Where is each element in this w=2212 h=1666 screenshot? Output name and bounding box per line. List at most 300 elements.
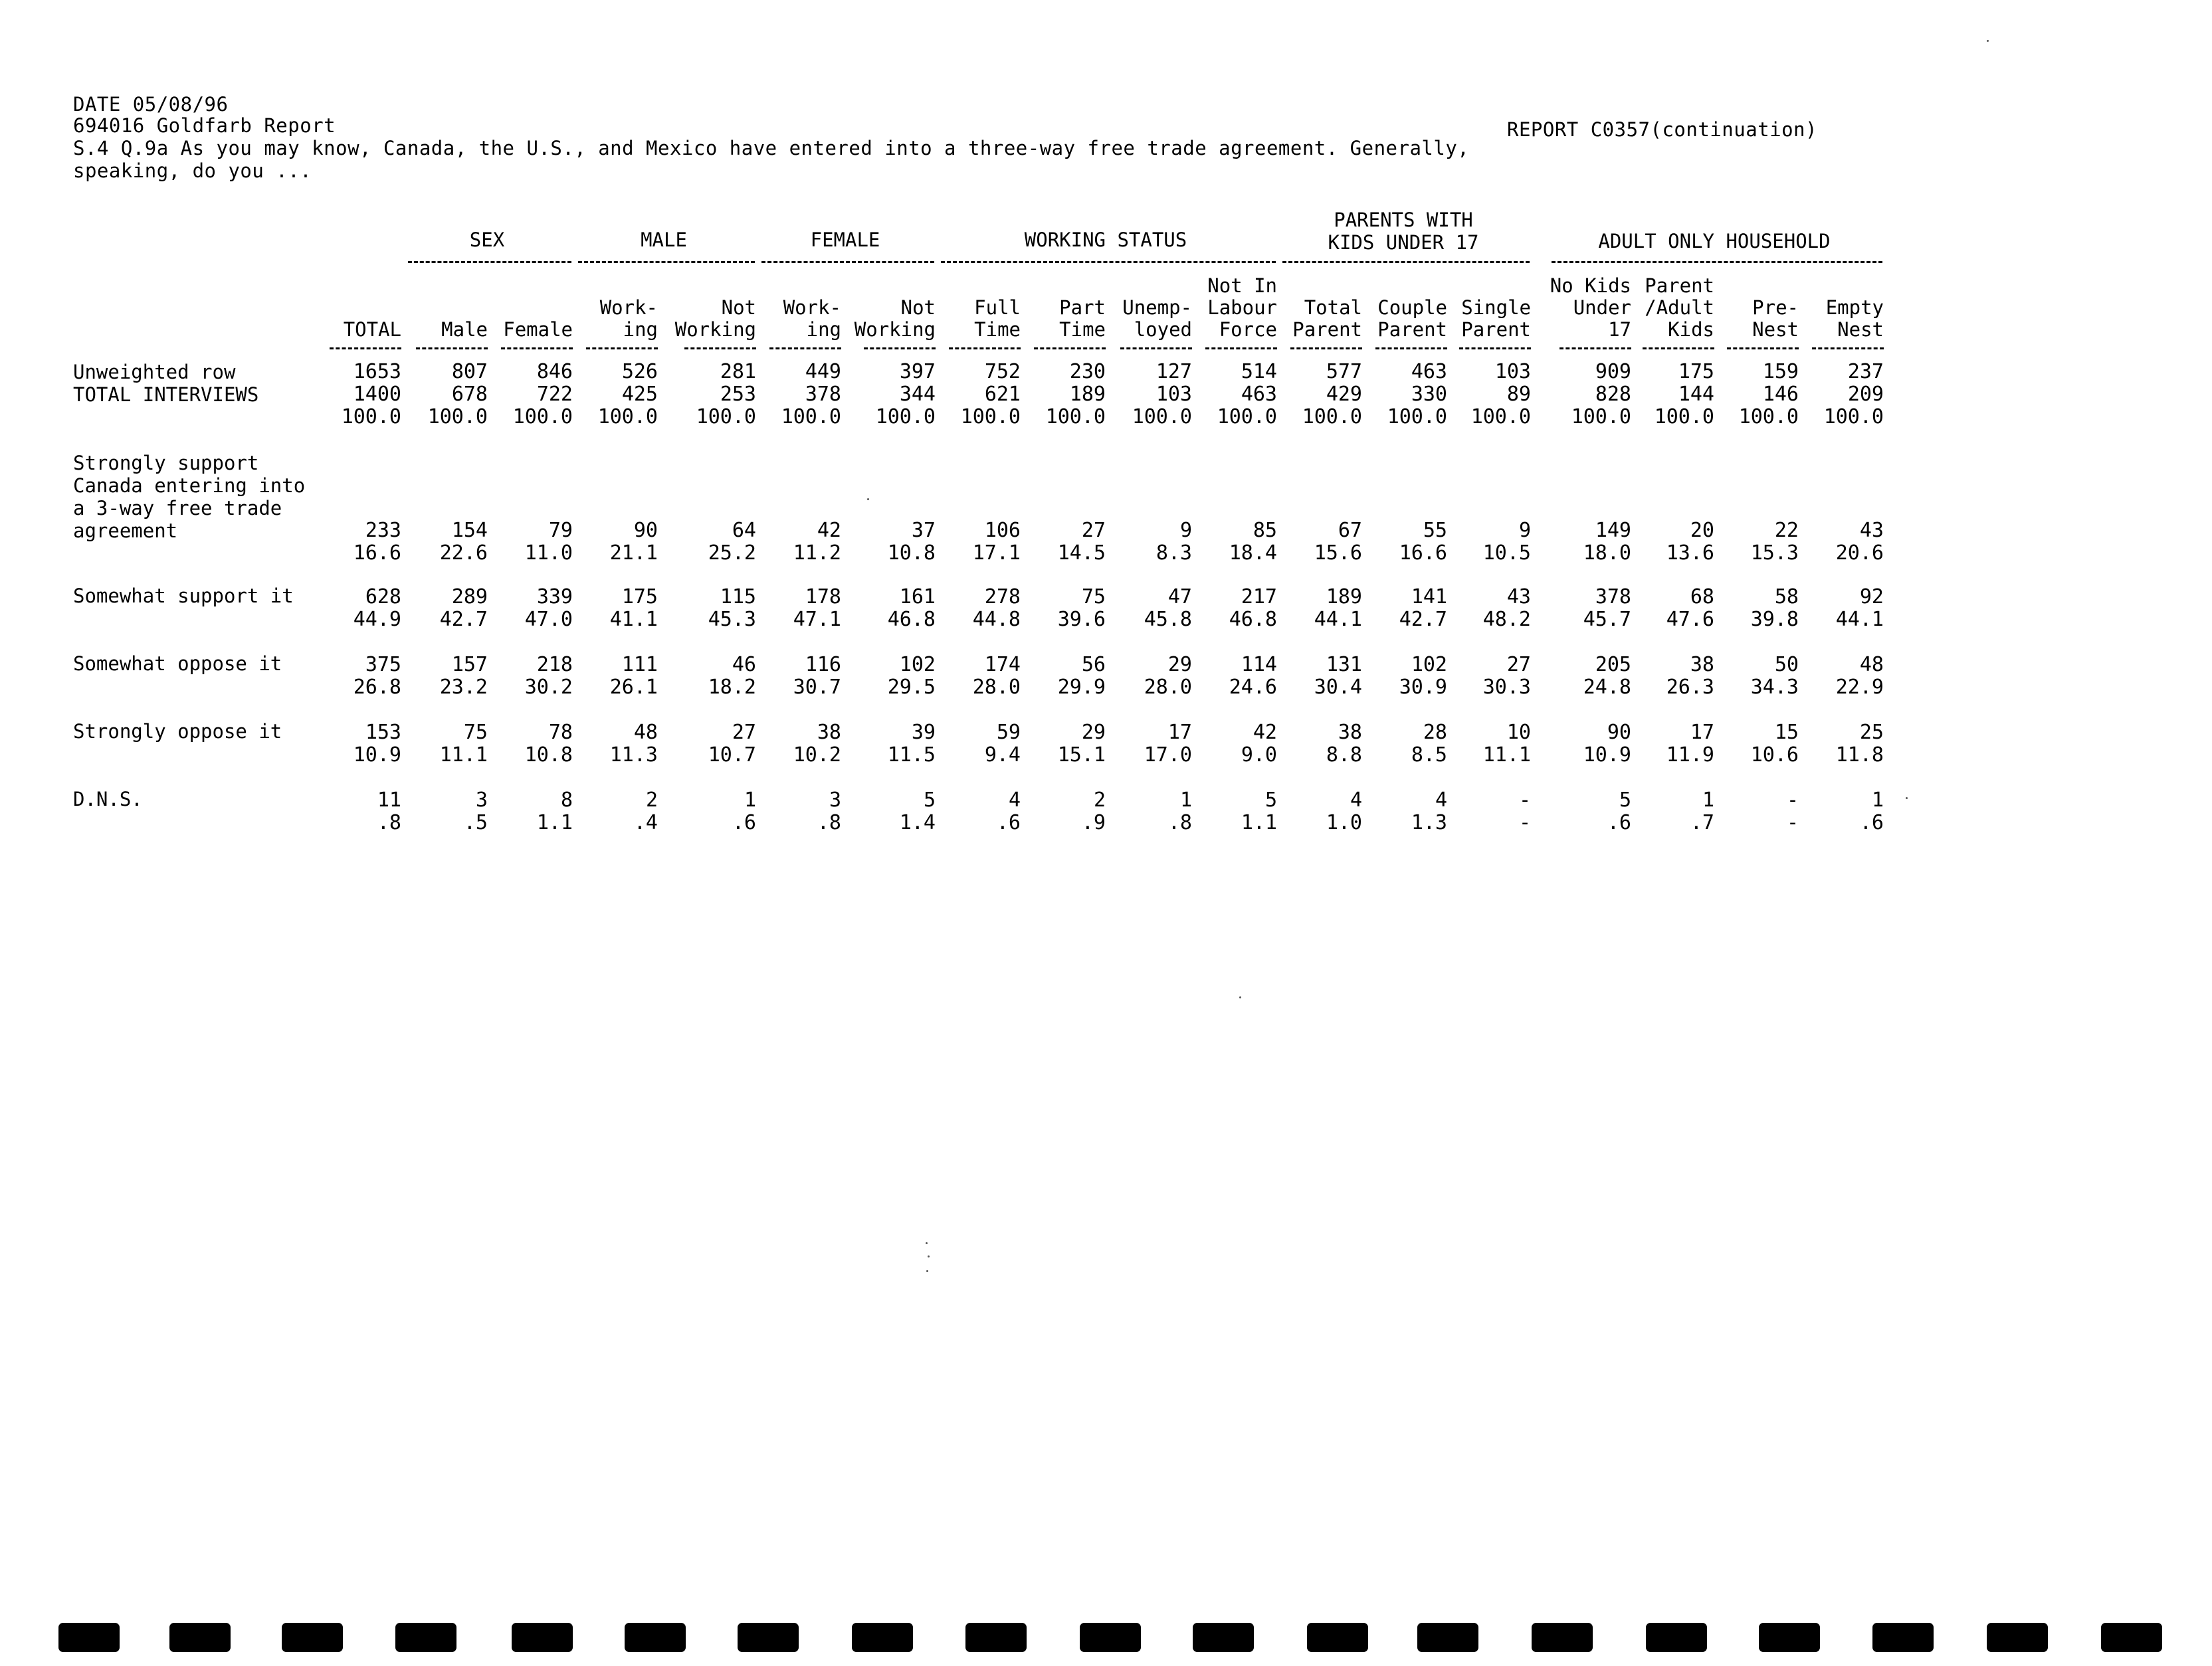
cell-value: 100.0 [1470, 405, 1531, 428]
cell-count: 463 [1411, 360, 1447, 383]
cell-value: 253 [720, 383, 756, 406]
cell-value: .8 [817, 811, 841, 834]
cell-value: 22.9 [1835, 676, 1884, 699]
cell-value: 47.1 [793, 608, 841, 631]
cell-count: 111 [621, 653, 658, 676]
punch-mark [58, 1623, 120, 1652]
cell-value: .6 [732, 811, 756, 834]
column-underline [586, 347, 658, 349]
column-header [1629, 275, 1714, 341]
column-header [1362, 297, 1447, 341]
cell-value: 44.8 [972, 608, 1021, 631]
column-header-line: TOTAL [343, 318, 401, 341]
column-underline [1290, 347, 1362, 349]
cell-count: 449 [805, 360, 841, 383]
cell-value: 621 [984, 383, 1021, 406]
cell-count: 29 [1167, 653, 1192, 676]
cell-value: 100.0 [341, 405, 401, 428]
cell-value: 17.0 [1144, 743, 1192, 767]
cell-value: 16.6 [353, 541, 401, 565]
cell-value: 9.0 [1241, 743, 1277, 767]
cell-value: 28.0 [972, 676, 1021, 699]
punch-mark [1646, 1623, 1707, 1652]
cell-count: 127 [1156, 360, 1192, 383]
cell-count: 17 [1690, 721, 1714, 744]
scan-speck [926, 1242, 928, 1244]
column-header [756, 297, 841, 341]
cell-value: 46.8 [887, 608, 936, 631]
cell-value: 28.0 [1144, 676, 1192, 699]
column-header [1277, 297, 1362, 341]
cell-count: 8 [560, 788, 573, 812]
punch-mark [512, 1623, 573, 1652]
cell-value: 48.2 [1482, 608, 1531, 631]
cell-count: 154 [451, 519, 488, 542]
cell-count: 75 [1081, 585, 1106, 608]
cell-count: 38 [1690, 653, 1714, 676]
cell-value: 30.3 [1482, 676, 1531, 699]
row-label: Somewhat oppose it [73, 652, 282, 675]
column-header-line: Parent [1292, 318, 1362, 341]
column-underline [949, 347, 1021, 349]
punch-mark [1872, 1623, 1934, 1652]
cell-value: 8.3 [1156, 541, 1192, 565]
column-header [316, 319, 401, 341]
cell-count: 15 [1774, 721, 1799, 744]
cell-count: 27 [732, 721, 756, 744]
cell-value: 11.9 [1666, 743, 1714, 767]
cell-value: 100.0 [597, 405, 658, 428]
column-underline [1643, 347, 1714, 349]
punch-mark [852, 1623, 913, 1652]
cell-count: 50 [1774, 653, 1799, 676]
cell-count: 37 [911, 519, 936, 542]
cell-value: 30.2 [524, 676, 573, 699]
column-underline [1727, 347, 1799, 349]
cell-value: 1.1 [536, 811, 573, 834]
cell-count: 42 [1253, 721, 1277, 744]
cell-count: 1 [1702, 788, 1714, 812]
row-label: Somewhat support it [73, 585, 294, 607]
cell-count: 141 [1411, 585, 1447, 608]
cell-count: 92 [1859, 585, 1884, 608]
cell-value: 100.0 [696, 405, 756, 428]
cell-value: 100.0 [512, 405, 573, 428]
column-header-line: ing [806, 318, 841, 341]
cell-value: 678 [451, 383, 488, 406]
cell-count: 9 [1179, 519, 1192, 542]
cell-value: 189 [1069, 383, 1106, 406]
column-header [488, 319, 573, 341]
column-header-line: Parent [1461, 318, 1531, 341]
question-text: S.4 Q.9a As you may know, Canada, the U.S., and Mexico have entered into a three-way free trade agreement. Generally, speaking, do you ... [73, 137, 1470, 182]
cell-value: 722 [536, 383, 573, 406]
column-header [671, 297, 756, 341]
column-underline [1120, 347, 1192, 349]
cell-count: 78 [548, 721, 573, 744]
cell-count: 230 [1069, 360, 1106, 383]
cell-value: .5 [463, 811, 488, 834]
cell-count: 752 [984, 360, 1021, 383]
cell-count: 102 [899, 653, 936, 676]
row-label: Strongly oppose it [73, 720, 282, 743]
column-header-line: Single [1461, 296, 1531, 319]
cell-value: .8 [1167, 811, 1192, 834]
cell-value: 26.8 [353, 676, 401, 699]
cell-value: .6 [1859, 811, 1884, 834]
cell-value: 1.4 [899, 811, 936, 834]
cell-value: 29.5 [887, 676, 936, 699]
cell-value: 21.1 [609, 541, 658, 565]
cell-count: 2 [1093, 788, 1106, 812]
column-header-line: Under [1573, 296, 1631, 319]
column-underline [1812, 347, 1884, 349]
column-header-line: Working [674, 318, 756, 341]
cell-value: 100.0 [1387, 405, 1447, 428]
cell-value: 100.0 [427, 405, 488, 428]
cell-value: 11.0 [524, 541, 573, 565]
cell-value: 22.6 [439, 541, 488, 565]
cell-value: 11.5 [887, 743, 936, 767]
cell-count: 46 [732, 653, 756, 676]
column-header [936, 297, 1021, 341]
cell-value: 47.0 [524, 608, 573, 631]
cell-value: 89 [1506, 383, 1531, 406]
cell-value: 209 [1847, 383, 1884, 406]
cell-count: 157 [451, 653, 488, 676]
cell-count: 1 [744, 788, 756, 812]
client-name: 694016 Goldfarb Report [73, 114, 336, 137]
cell-count: 28 [1423, 721, 1447, 744]
punch-mark [1759, 1623, 1820, 1652]
column-header-line: No Kids [1550, 274, 1631, 297]
cell-count: 233 [365, 519, 401, 542]
group-underline [578, 261, 755, 263]
cell-value: 828 [1595, 383, 1631, 406]
column-header-line: Total [1304, 296, 1362, 319]
column-header [1192, 275, 1277, 341]
group-header: FEMALE [810, 229, 880, 251]
cell-value: 425 [621, 383, 658, 406]
column-header-line: Work- [599, 296, 658, 319]
group-underline [941, 261, 1276, 263]
column-header-line: Female [503, 318, 573, 341]
cell-value: 100.0 [1132, 405, 1192, 428]
cell-value: 18.2 [708, 676, 756, 699]
cell-value: 39.6 [1057, 608, 1106, 631]
cell-value: 8.5 [1411, 743, 1447, 767]
column-underline [1034, 347, 1106, 349]
cell-count: 68 [1690, 585, 1714, 608]
scan-speck [928, 1255, 930, 1257]
cell-value: 100.0 [1738, 405, 1799, 428]
cell-count: 114 [1241, 653, 1277, 676]
cell-count: 178 [805, 585, 841, 608]
cell-value: 100.0 [1823, 405, 1884, 428]
cell-value: 42.7 [439, 608, 488, 631]
cell-value: 100.0 [1654, 405, 1714, 428]
column-header-line: Unemp- [1122, 296, 1192, 319]
column-underline [1559, 347, 1631, 349]
cell-value: 10.5 [1482, 541, 1531, 565]
column-header-line: /Adult [1645, 296, 1714, 319]
scan-speck [867, 498, 869, 500]
cell-value: 8.8 [1326, 743, 1362, 767]
column-header-line: Couple [1377, 296, 1447, 319]
punch-mark [2101, 1623, 2162, 1652]
cell-value: 100.0 [1302, 405, 1362, 428]
report-date: DATE 05/08/96 [73, 93, 229, 116]
cell-count: 153 [365, 721, 401, 744]
cell-count: 218 [536, 653, 573, 676]
cell-value: 100.0 [781, 405, 841, 428]
cell-count: 281 [720, 360, 756, 383]
cell-value: 15.6 [1314, 541, 1362, 565]
cell-value: 100.0 [1571, 405, 1631, 428]
cell-count: 90 [1607, 721, 1631, 744]
cell-count: 79 [548, 519, 573, 542]
scan-speck [926, 1270, 928, 1272]
cell-count: 103 [1494, 360, 1531, 383]
cell-value: 26.3 [1666, 676, 1714, 699]
cell-value: 29.9 [1057, 676, 1106, 699]
column-header [1021, 297, 1106, 341]
cell-count: 526 [621, 360, 658, 383]
cell-count: 29 [1081, 721, 1106, 744]
cell-count: - [1518, 788, 1531, 812]
column-underline [684, 347, 756, 349]
cell-count: 628 [365, 585, 401, 608]
cell-value: 18.0 [1583, 541, 1631, 565]
cell-value: 44.9 [353, 608, 401, 631]
cell-count: 10 [1506, 721, 1531, 744]
cell-value: 378 [805, 383, 841, 406]
cell-value: 11.3 [609, 743, 658, 767]
punch-mark [1080, 1623, 1141, 1652]
scan-speck [1987, 40, 1989, 42]
cell-count: 909 [1595, 360, 1631, 383]
row-label: Strongly support Canada entering into a 3-way free trade agreement [73, 452, 306, 542]
column-header-line: loyed [1134, 318, 1192, 341]
cell-value: 30.7 [793, 676, 841, 699]
cell-count: 4 [1435, 788, 1447, 812]
column-header-line: Work- [783, 296, 841, 319]
cell-count: 339 [536, 585, 573, 608]
cell-count: 2 [645, 788, 658, 812]
cell-value: 11.2 [793, 541, 841, 565]
cell-count: 174 [984, 653, 1021, 676]
scan-speck [1239, 996, 1241, 998]
row-label: D.N.S. [73, 788, 143, 810]
cell-value: 26.1 [609, 676, 658, 699]
cell-value: 11.1 [439, 743, 488, 767]
column-header-line: Kids [1668, 318, 1714, 341]
cell-count: 58 [1774, 585, 1799, 608]
column-header-line: Nest [1752, 318, 1799, 341]
cell-count: 1 [1179, 788, 1192, 812]
cell-count: 278 [984, 585, 1021, 608]
column-header-line: Not [900, 296, 936, 319]
cell-count: 38 [1338, 721, 1362, 744]
cell-count: 289 [451, 585, 488, 608]
cell-count: 17 [1167, 721, 1192, 744]
cell-value: 144 [1678, 383, 1714, 406]
cell-count: 59 [996, 721, 1021, 744]
cell-count: 43 [1859, 519, 1884, 542]
cell-value: 100.0 [1217, 405, 1277, 428]
column-underline [1459, 347, 1531, 349]
column-header-line: Male [441, 318, 488, 341]
cell-value: .4 [633, 811, 658, 834]
cell-count: 106 [984, 519, 1021, 542]
cell-count: 9 [1518, 519, 1531, 542]
cell-count: 149 [1595, 519, 1631, 542]
cell-value: 10.9 [353, 743, 401, 767]
cell-value: 25.2 [708, 541, 756, 565]
cell-value: 10.6 [1750, 743, 1799, 767]
cell-count: 90 [633, 519, 658, 542]
column-underline [864, 347, 936, 349]
cell-count: 48 [1859, 653, 1884, 676]
column-header-line: Force [1219, 318, 1277, 341]
group-header: WORKING STATUS [1024, 229, 1187, 251]
column-underline [330, 347, 401, 349]
column-header-line: 17 [1608, 318, 1631, 341]
cell-count: 20 [1690, 519, 1714, 542]
cell-count: 237 [1847, 360, 1884, 383]
cell-count: 1653 [353, 360, 401, 383]
column-header-line: Pre- [1752, 296, 1799, 319]
cell-value: 1.0 [1326, 811, 1362, 834]
cell-value: 34.3 [1750, 676, 1799, 699]
column-header-line: Nest [1837, 318, 1884, 341]
scan-speck [1906, 797, 1908, 799]
cell-count: 22 [1774, 519, 1799, 542]
column-header [403, 319, 488, 341]
cell-value: 45.8 [1144, 608, 1192, 631]
cell-count: 378 [1595, 585, 1631, 608]
cell-count: 189 [1326, 585, 1362, 608]
column-header [573, 297, 658, 341]
cell-count: 161 [899, 585, 936, 608]
column-underline [1205, 347, 1277, 349]
cell-count: 5 [1619, 788, 1631, 812]
cell-count: 5 [923, 788, 936, 812]
cell-value: 10.9 [1583, 743, 1631, 767]
cell-value: 14.5 [1057, 541, 1106, 565]
cell-count: 75 [463, 721, 488, 744]
cell-count: 27 [1506, 653, 1531, 676]
cell-value: .8 [377, 811, 401, 834]
column-underline [501, 347, 573, 349]
cell-count: 3 [829, 788, 841, 812]
cell-value: 44.1 [1835, 608, 1884, 631]
cell-count: 131 [1326, 653, 1362, 676]
punch-mark [1417, 1623, 1478, 1652]
cell-value: 23.2 [439, 676, 488, 699]
cell-count: 56 [1081, 653, 1106, 676]
cell-count: 64 [732, 519, 756, 542]
cell-count: 27 [1081, 519, 1106, 542]
cell-count: 48 [633, 721, 658, 744]
column-header [1446, 297, 1531, 341]
cell-value: 44.1 [1314, 608, 1362, 631]
cell-value: 10.7 [708, 743, 756, 767]
cell-count: 577 [1326, 360, 1362, 383]
cell-value: 1.3 [1411, 811, 1447, 834]
cell-count: 205 [1595, 653, 1631, 676]
cell-count: 175 [621, 585, 658, 608]
column-header-line: ing [623, 318, 658, 341]
column-header-line: Time [974, 318, 1021, 341]
cell-value: 1.1 [1241, 811, 1277, 834]
cell-value: 45.7 [1583, 608, 1631, 631]
group-header: MALE [641, 229, 687, 251]
cell-value: .6 [996, 811, 1021, 834]
cell-value: 103 [1156, 383, 1192, 406]
cell-count: 159 [1762, 360, 1799, 383]
group-underline [1552, 261, 1882, 263]
cell-count: 115 [720, 585, 756, 608]
group-underline [408, 261, 571, 263]
cell-value: 24.6 [1229, 676, 1277, 699]
column-underline [416, 347, 488, 349]
group-header: ADULT ONLY HOUSEHOLD [1598, 230, 1831, 252]
cell-value: 30.9 [1399, 676, 1447, 699]
cell-value: 146 [1762, 383, 1799, 406]
cell-count: 39 [911, 721, 936, 744]
cell-count: 85 [1253, 519, 1277, 542]
cell-value: 30.4 [1314, 676, 1362, 699]
report-id: REPORT C0357(continuation) [1507, 118, 1817, 141]
cell-value: 344 [899, 383, 936, 406]
cell-value: 41.1 [609, 608, 658, 631]
punch-mark [625, 1623, 686, 1652]
cell-value: - [1786, 811, 1799, 834]
cell-value: 18.4 [1229, 541, 1277, 565]
cell-value: 13.6 [1666, 541, 1714, 565]
cell-value: 16.6 [1399, 541, 1447, 565]
cell-value: 17.1 [972, 541, 1021, 565]
cell-value: 100.0 [1045, 405, 1106, 428]
cell-value: 10.2 [793, 743, 841, 767]
column-header-line: Empty [1825, 296, 1884, 319]
cell-count: 67 [1338, 519, 1362, 542]
column-header [851, 297, 936, 341]
cell-count: 43 [1506, 585, 1531, 608]
cell-count: 1 [1871, 788, 1884, 812]
cell-value: 24.8 [1583, 676, 1631, 699]
column-underline [1375, 347, 1447, 349]
column-header-line: Full [974, 296, 1021, 319]
punch-mark [965, 1623, 1027, 1652]
cell-value: - [1518, 811, 1531, 834]
cell-count: 42 [817, 519, 841, 542]
cell-count: 11 [377, 788, 401, 812]
cell-count: 175 [1678, 360, 1714, 383]
cell-count: 5 [1264, 788, 1277, 812]
column-header-line: Time [1059, 318, 1106, 341]
cell-count: 3 [475, 788, 488, 812]
cell-value: 429 [1326, 383, 1362, 406]
cell-value: 9.4 [984, 743, 1021, 767]
cell-value: .6 [1607, 811, 1631, 834]
cell-value: .9 [1081, 811, 1106, 834]
punch-mark [282, 1623, 343, 1652]
cell-count: 514 [1241, 360, 1277, 383]
cell-value: 11.1 [1482, 743, 1531, 767]
punch-mark [1307, 1623, 1368, 1652]
